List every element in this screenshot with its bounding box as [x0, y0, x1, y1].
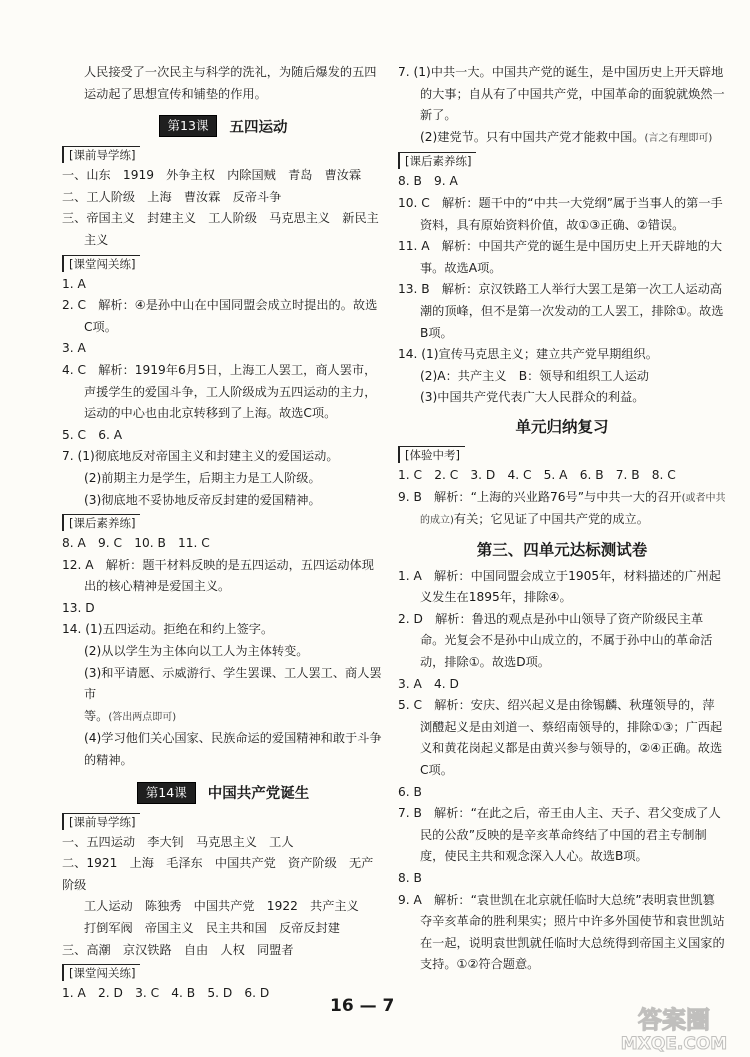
answer-text: 8. A 9. C 10. B 11. C [62, 536, 210, 551]
answer-line [398, 782, 726, 804]
answer-text: 1. C 2. C 3. D 4. C 5. A 6. B 7. B 8. C [398, 467, 676, 482]
lesson-badge: 第13课 [159, 115, 218, 137]
section-label: [课后素养练] [62, 514, 140, 531]
answer-text: 5. C 6. A [62, 427, 123, 442]
answer-text: 主义 [84, 232, 109, 247]
unit-heading: 第三、四单元达标测试卷 [476, 540, 648, 559]
answer-text: 三、帝国主义 封建主义 工人阶级 马克思主义 新民主 [62, 211, 379, 226]
answer-line [62, 187, 384, 209]
lesson-heading [62, 115, 384, 137]
section-label: [课堂闯关练] [62, 255, 140, 272]
answer-line [398, 609, 726, 674]
answer-text: 人民接受了一次民主与科学的洗礼，为随后爆发的五四 [84, 65, 377, 79]
answer-note: (言之有理即可) [644, 132, 713, 144]
answer-text: 三、高潮 京汉铁路 自由 人权 同盟者 [62, 942, 294, 957]
section-label: [课前导学练] [62, 146, 140, 163]
answer-text: 13. D [62, 600, 95, 615]
answer-line [62, 918, 384, 940]
answer-text: 14. (1)五四运动。拒绝在和约上签字。 [62, 622, 274, 637]
answer-line [62, 555, 384, 598]
answer-line [62, 706, 384, 729]
answer-line [398, 366, 726, 388]
answer-line [62, 896, 384, 918]
section-label: [课后素养练] [398, 152, 476, 169]
answer-text: 3. A 4. D [398, 676, 459, 691]
answer-line [62, 728, 384, 750]
answer-text: 9. B 解析：“上海的兴业路76号”与中共一大的召开 [398, 489, 682, 504]
answer-line [398, 279, 726, 344]
answer-text: (2)从以学生为主体向以工人为主体转变。 [84, 644, 309, 659]
section-label: [课堂闯关练] [62, 964, 140, 981]
answer-line [62, 338, 384, 360]
answer-text: 8. B [398, 871, 422, 885]
answer-text: (3)和平请愿、示威游行、学生罢课、工人罢工、商人罢市 [84, 665, 382, 702]
answer-text-cont: 有关；它见证了中国共产党的成立。 [453, 512, 649, 527]
answer-text: 工人运动 陈独秀 中国共产党 1922 共产主义 [84, 899, 359, 914]
answer-line [398, 487, 726, 532]
right-column [398, 62, 726, 976]
answer-line [62, 940, 384, 962]
answer-text: (4)学习他们关心国家、民族命运的爱国精神和敢于斗争 [84, 731, 382, 746]
answer-line [398, 62, 726, 127]
answer-line [62, 663, 384, 706]
answer-line [398, 236, 726, 279]
answer-line [398, 868, 726, 890]
answer-text: 1. A 2. D 3. C 4. B 5. D 6. D [62, 986, 270, 1001]
answer-text: (2)A：共产主义 B：领导和组织工人运动 [420, 368, 649, 383]
answer-note: (或者中共的成立) [420, 492, 726, 527]
answer-text: 1. A [62, 276, 86, 291]
answer-text: 12. A 解析：题干材料反映的是五四运动，五四运动体现出的核心精神是爱国主义。 [62, 557, 374, 594]
answer-text: (3)中国共产党代表广大人民群众的利益。 [420, 390, 645, 405]
answer-text: 二、1921 上海 毛泽东 中国共产党 资产阶级 无产阶级 [62, 856, 374, 892]
answer-line [62, 598, 384, 620]
answer-line [398, 127, 726, 150]
answer-text: 一、山东 1919 外争主权 内除国贼 青岛 曹汝霖 [62, 168, 362, 183]
section-label: [课前导学练] [62, 813, 140, 830]
answer-note: (答出两点即可) [108, 711, 177, 723]
watermark-line2: MXQE.COM [620, 1034, 728, 1054]
answer-text: 7. (1)彻底地反对帝国主义和封建主义的爱国运动。 [62, 449, 339, 464]
answer-line [398, 171, 726, 193]
answer-line [398, 695, 726, 781]
answer-text: 7. (1)中共一大。中国共产党的诞生，是中国历史上开天辟地的大事；自从有了中国共产党，中国革命的面貌就焕然一新了。 [398, 65, 725, 123]
answer-text: 打倒军阀 帝国主义 民主共和国 反帝反封建 [84, 921, 340, 935]
answer-line [398, 193, 726, 236]
answer-text: (2)建党节。只有中国共产党才能救中国。 [420, 129, 645, 144]
answer-text: 一、五四运动 李大钊 马克思主义 工人 [62, 834, 294, 849]
answer-line [62, 165, 384, 187]
answer-text: 10. C 解析：题干中的“中共一大党纲”属于当事人的第一手资料，具有原始资料价值，故①③正确、②错误。 [398, 195, 723, 232]
answer-text: 1. A 解析：中国同盟会成立于1905年，材料描述的广州起义发生在1895年，排除④。 [398, 568, 721, 605]
answer-text: 14. (1)宣传马克思主义；建立共产党早期组织。 [398, 347, 658, 362]
answer-text: 6. B [398, 784, 422, 799]
unit-heading: 单元归纳复习 [515, 417, 609, 436]
answer-line [62, 446, 384, 468]
watermark-line1: 答案圈 [638, 1006, 710, 1034]
answer-text: 二、工人阶级 上海 曹汝霖 反帝斗争 [62, 189, 282, 204]
answer-line [62, 274, 384, 296]
answer-text: 8. B 9. A [398, 174, 458, 189]
answer-line [62, 295, 384, 338]
answer-line [62, 853, 384, 896]
answer-line [62, 832, 384, 854]
answer-line [62, 533, 384, 555]
answer-text: 11. A 解析：中国共产党的诞生是中国历史上开天辟地的大事。故选A项。 [398, 239, 723, 275]
answer-line [62, 619, 384, 641]
answer-text: 4. C 解析：1919年6月5日，上海工人罢工，商人罢市，声援学生的爱国斗争，工人阶级成为五四运动的主力，运动的中心也由北京转移到了上海。故选C项。 [62, 362, 377, 421]
answer-line [398, 890, 726, 976]
answer-line [398, 465, 726, 487]
lesson-title: 中国共产党诞生 [207, 786, 310, 803]
page-number: 16 — 7 [330, 996, 395, 1016]
answer-text: 的精神。 [84, 753, 133, 768]
answer-line [62, 750, 384, 772]
answer-line [398, 803, 726, 868]
lesson-heading [62, 782, 384, 804]
section-label: [体验中考] [398, 446, 465, 463]
answer-text: (3)彻底地不妥协地反帝反封建的爱国精神。 [84, 492, 321, 507]
answer-line [62, 641, 384, 663]
answer-line [62, 360, 384, 425]
answer-line [62, 84, 384, 106]
left-column [62, 62, 384, 1005]
answer-line [62, 62, 384, 84]
watermark-logo [604, 1002, 744, 1054]
answer-text: 3. A [62, 341, 86, 356]
answer-text: 2. C 解析：④是孙中山在中国同盟会成立时提出的。故选C项。 [62, 298, 378, 334]
lesson-badge: 第14课 [137, 782, 196, 804]
answer-text: 7. B 解析：“在此之后，帝王由人主、天子、君父变成了人民的公敌”反映的是辛亥革命终结了中国的君主专制制度，使民主共和观念深入人心。故选B项。 [398, 806, 721, 864]
answer-line [62, 468, 384, 490]
answer-line [62, 230, 384, 252]
answer-text: 5. C 解析：安庆、绍兴起义是由徐锡麟、秋瑾领导的，萍浏醴起义是由刘道一、蔡绍南领导的，排除①③；广西起义和黄花岗起义都是由黄兴参与领导的，②④正确。故选C项。 [398, 698, 723, 778]
answer-text: (2)前期主力是学生，后期主力是工人阶级。 [84, 470, 321, 485]
answer-line [398, 387, 726, 409]
answer-line [62, 425, 384, 447]
answer-line [398, 566, 726, 609]
lesson-title: 五四运动 [229, 119, 288, 136]
answer-text: 运动起了思想宣传和铺垫的作用。 [84, 86, 267, 101]
answer-line [398, 674, 726, 696]
answer-text: 2. D 解析：鲁迅的观点是孙中山领导了资产阶级民主革命。光复会不是孙中山成立的，不属于孙中山的革命活动，排除①。故选D项。 [398, 611, 713, 670]
answer-text: 9. A 解析：“袁世凯在北京就任临时大总统”表明袁世凯篡夺辛亥革命的胜利果实；照片中许多外国使节和袁世凯站在一起，说明袁世凯就任临时大总统得到帝国主义国家的支持。①②符合题意。 [398, 892, 725, 972]
answer-text: 等。 [84, 708, 109, 723]
answer-text: 13. B 解析：京汉铁路工人举行大罢工是第一次工人运动高潮的顶峰，但不是第一次发动的工人罢工，排除①。故选B项。 [398, 282, 724, 340]
answer-line [62, 490, 384, 512]
answer-line [398, 344, 726, 366]
answer-line [62, 208, 384, 230]
